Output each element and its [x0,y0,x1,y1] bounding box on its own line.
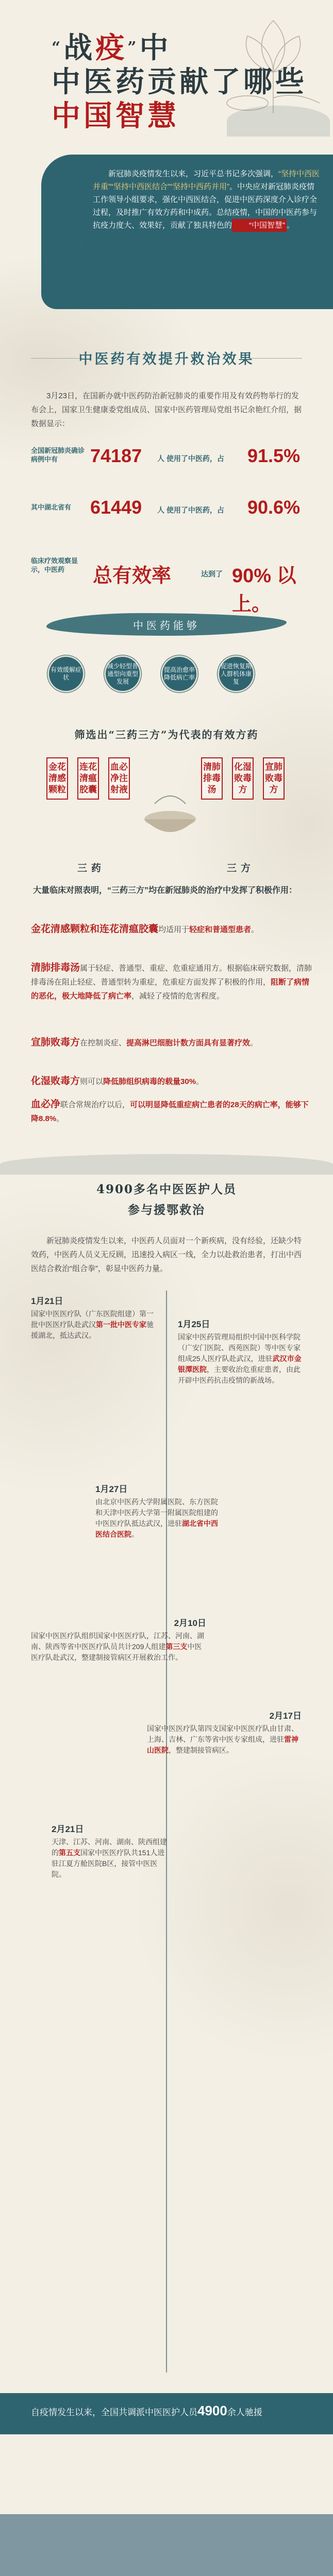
timeline-entry: 1月21日 国家中医医疗队（广东医院组建）第一批中医医疗队赴武汉第一批中医专家驰援湖北，抵达武汉。 [31,1296,154,1340]
timeline-entry: 1月25日 国家中医药管理局组织中国中医科学院（广安门医院、西苑医院）等中医专家组成25人医疗队赴武汉，进驻武汉市金银潭医院，主要收治危重症患者，由此开辟中医药抗击疫情的新战场。 [178,1319,302,1384]
formula-box: 宣肺败毒方 [263,757,285,800]
stat-unit: 人 使用了中医药，占 [157,506,224,514]
banner-text: 中医药能够 [133,619,200,632]
caption-three-formulas: 三方 [227,862,255,874]
drug-box: 连花清瘟胶囊 [77,757,99,800]
stat-value: 74187 [90,445,142,466]
stat-hubei [31,495,330,526]
stat-label: 全国新冠肺炎确诊病例中有 [31,447,85,463]
section3-lead: 大量临床对照表明，“三药三方”均在新冠肺炎的治疗中发挥了积极作用： [32,886,297,895]
timeline-entry: 2月21日 天津、江苏、河南、湖南、陕西组建的第五支国家中医医疗队共151人进驻江夏方舱医院B区，接管中医医院。 [52,1824,167,1878]
drug-item: 化湿败毒方则可以降低肺组织病毒的载量30%。 [31,1075,204,1087]
stat-label: 其中湖北省有 [31,503,72,511]
drug-item: 血必净联合常规治疗以后，可以明显降低重症病亡患者的28天的病亡率，能够下降8.8%。 [31,1098,309,1123]
section1-paragraph: 3月23日，在国新办就中医药防治新冠肺炎的重要作用及有效药物举行的发布会上，国家卫生健康委党组成员、国家中医药管理局党组书记余艳红介绍，据数据显示： [31,392,302,428]
mountain-shape [0,1154,333,1175]
section-subtitle-medics: 参与援鄂救治 [128,1203,205,1217]
cloud-ornament [49,227,82,260]
timeline-entry: 1月27日 由北京中医药大学附属医院、东方医院和天津中医药大学第一附属医院组建的中医医疗队抵达武汉，进驻湖北省中西医结合医院。 [95,1484,218,1538]
benefit-circle: 减少轻型普通型向重型发展 [106,657,140,691]
title-line-2: 中医药贡献了哪些 [52,65,307,99]
benefit-circle: 提高治愈率降低病亡率 [162,657,196,691]
stat-unit: 达到了 [201,570,223,578]
drug-item: 宣肺败毒方在控制炎症、提高淋巴细胞计数方面具有显著疗效。 [31,1037,258,1048]
title-line-3: 中国智慧 [52,99,179,133]
stat-percent: 91.5% [247,445,301,466]
herb-bowl-illustration [139,783,201,840]
header-title [52,31,307,133]
drug-item: 清肺排毒汤属于轻症、普通型、重症、危重症通用方。根据临床研究数据，清肺排毒汤在阻止轻症、普通型转为重症，危重症方面发挥了积极的作用，阻断了病情的恶化，极大地降低了病亡率，减轻了疫情的危害程度。 [31,962,312,1001]
stat-highlight: 总有效率 [93,565,172,587]
section-title-medics: 4900多名中医医护人员 [96,1182,237,1196]
stat-unit: 人 使用了中医药，占 [157,454,224,463]
title-line-1: “战疫”中 [52,31,172,65]
formula-box: 化湿败毒方 [232,757,254,800]
stat-label: 临床疗效观察显示，中医药 [31,557,78,573]
drug-box: 血必净注射液 [108,757,130,800]
drug-box: 金花清感颗粒 [46,757,68,800]
stat-value: 61449 [90,497,142,518]
stat-value: 90% 以上。 [232,565,296,615]
section4-paragraph: 新冠肺炎疫情发生以来，中医药人员面对一个新疾病，没有经验，还缺少特效药，中医药人员义无反顾，迅速投入病区一线，全力以赴救治患者，打出中西医结合救治“组合拳”，彰显中医药力量。 [31,1236,302,1273]
caption-three-drugs: 三药 [77,862,106,874]
formula-box: 清肺排毒汤 [201,757,223,800]
section-title-formulas: 筛选出“三药三方”为代表的有效方药 [74,728,259,741]
timeline-entry: 2月17日 国家中医医疗队第四支国家中医医疗队由甘肃、上海、吉林、广东等省中医专家组成，进驻雷神山医院，整建制接管病区。 [147,1711,302,1754]
timeline-entry: 2月10日 国家中医医疗队组织国家中医医疗队，江苏、河南、湖南、陕西等省中医医疗队员共计209人组建第三支中医医疗队赴武汉，整建制接管病区开展救治工作。 [31,1618,206,1662]
section-title-efficacy: 中医药有效提升救治效果 [78,351,255,367]
footer-text: 自疫情发生以来，全国共调派中医医护人员4900余人驰援 [31,2403,262,2418]
benefit-circle: 有效缓解症状 [49,657,83,691]
intro-paragraph: 新冠肺炎疫情发生以来，习近平总书记多次强调，“坚持中西医并重”“坚持中西医结合”“坚持中西药并用”。中央应对新冠肺炎疫情工作领导小组要求，强化中西医结合，促进中医药深度介入诊疗全过程，及时推广有效方药和中成药。总结疫情，中国的中医药参与抗疫力度大、效果好，贡献了独具特色的 “中国智慧” 。 [93,167,320,232]
drug-item: 金花清感颗粒和连花清瘟胶囊均适用于轻症和普通型患者。 [31,923,259,935]
stat-percent: 90.6% [247,497,301,518]
benefit-circle: 促进恢复期人群机体康复 [219,657,253,691]
stat-national [31,443,330,474]
